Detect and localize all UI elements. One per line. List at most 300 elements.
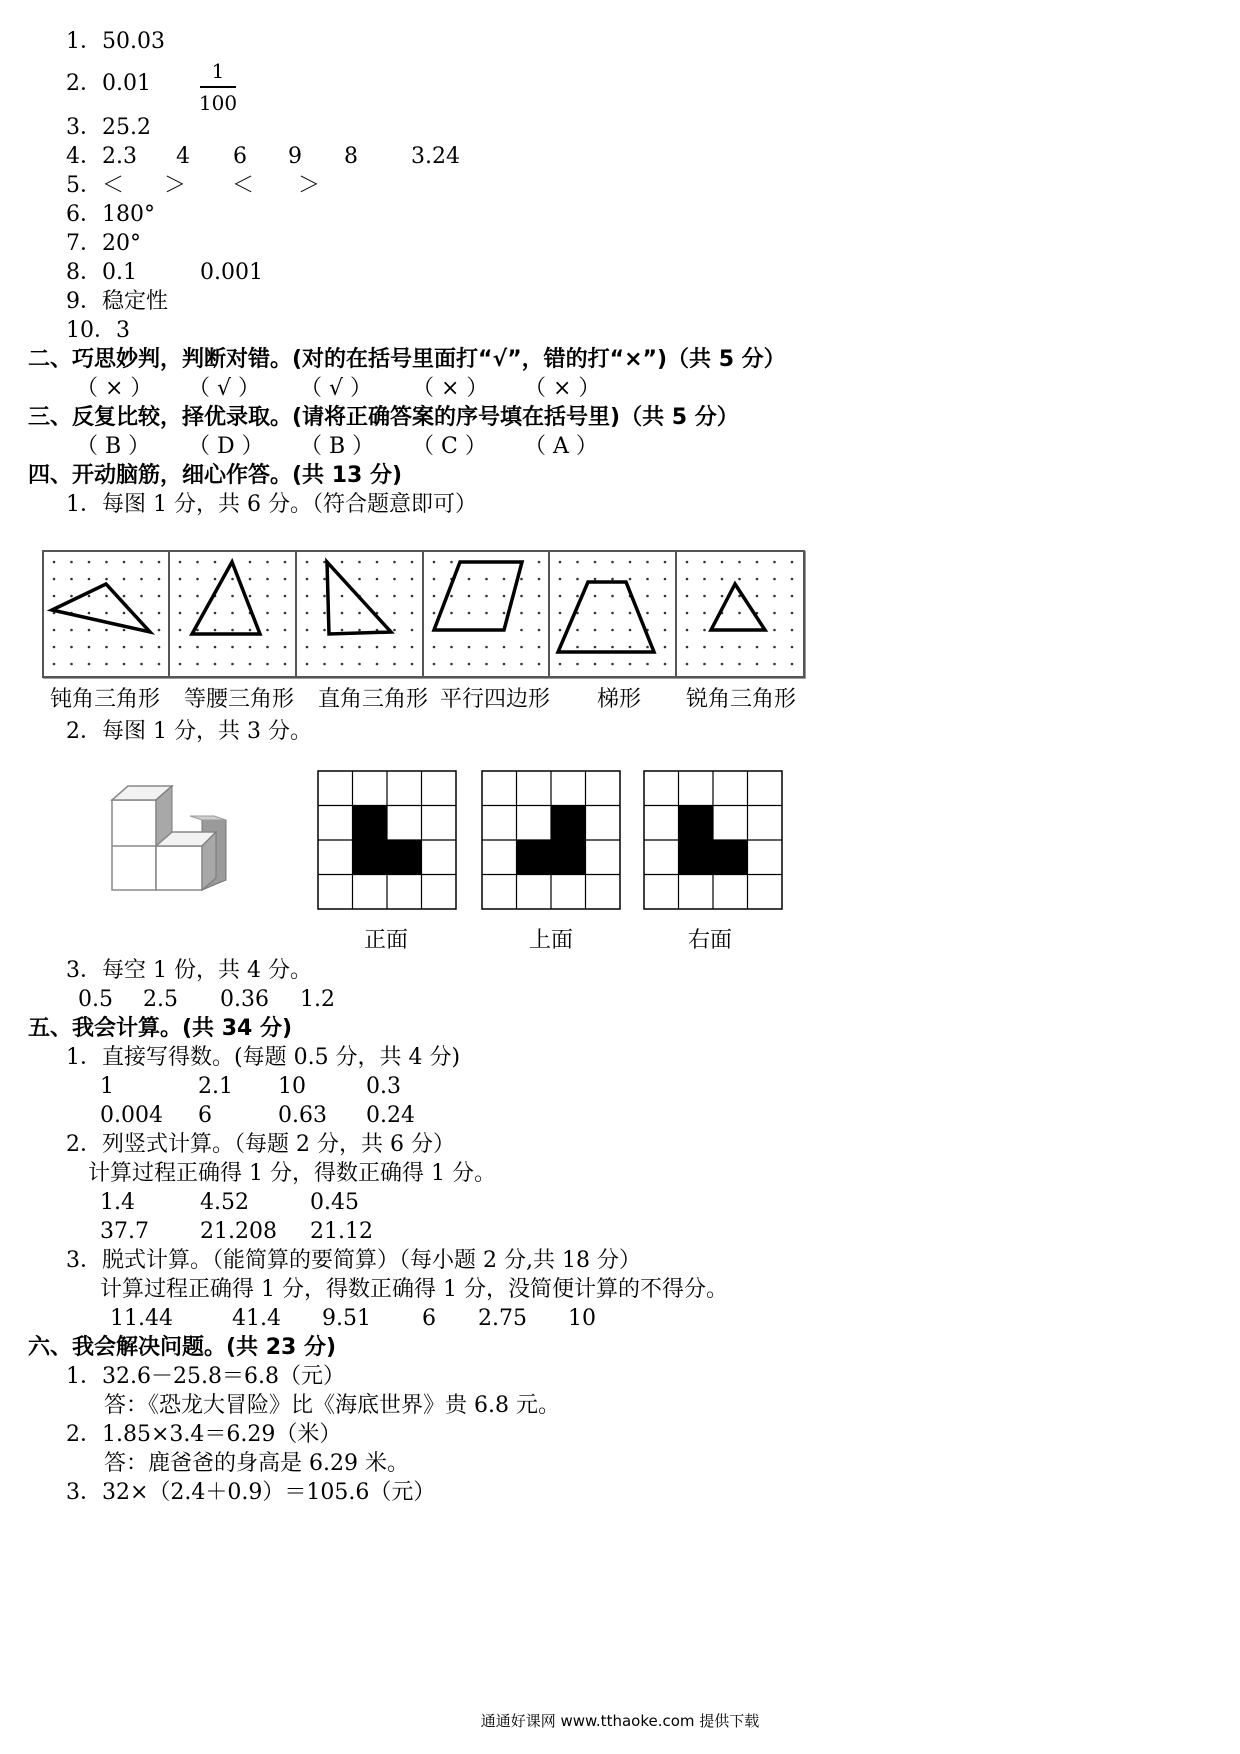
step-answer-3: 9.51 (322, 1306, 371, 1331)
grid-dot (88, 561, 91, 564)
judge-answer-2: （ √ ） (188, 376, 261, 401)
grid-dot (576, 663, 579, 666)
trapezoid-grid (548, 550, 678, 678)
grid-dot (266, 646, 269, 649)
section-4-q3: 3．每空 1 份，共 4 分。 (66, 958, 312, 983)
problem-2-answer: 答：鹿爸爸的身高是 6.29 米。 (104, 1451, 409, 1476)
grid-dot (140, 578, 143, 581)
grid-dot (105, 629, 108, 632)
grid-dot (411, 578, 414, 581)
grid-dot (503, 663, 506, 666)
grid-dot (70, 578, 73, 581)
grid-dot (646, 595, 649, 598)
grid-dot (646, 578, 649, 581)
grid-dot (520, 663, 523, 666)
acute-triangle-figure (677, 552, 803, 676)
grid-dot (105, 663, 108, 666)
grid-dot (358, 612, 361, 615)
grid-dot (485, 595, 488, 598)
section-4-q1: 1．每图 1 分，共 6 分。（符合题意即可） (66, 492, 477, 517)
grid-dot (411, 612, 414, 615)
grid-dot (358, 663, 361, 666)
grid-dot (266, 612, 269, 615)
grid-dot (773, 578, 776, 581)
direct-answer-8: 0.24 (366, 1103, 415, 1128)
grid-dot (323, 612, 326, 615)
grid-dot (105, 646, 108, 649)
grid-dot (266, 595, 269, 598)
grid-dot (393, 663, 396, 666)
grid-dot (214, 629, 217, 632)
grid-dot (433, 646, 436, 649)
grid-dot (594, 612, 597, 615)
grid-dot (231, 646, 234, 649)
grid-dot (468, 595, 471, 598)
grid-dot (284, 646, 287, 649)
isosceles-triangle-grid (168, 550, 298, 678)
grid-dot (594, 595, 597, 598)
grid-dot (231, 629, 234, 632)
vertical-answer-3: 0.45 (310, 1190, 359, 1215)
problem-3-equation: 3．32×（2.4＋0.9）＝105.6（元） (66, 1480, 436, 1505)
vertical-answer-6: 21.12 (310, 1219, 373, 1244)
grid-dot (594, 663, 597, 666)
grid-dot (53, 629, 56, 632)
grid-dot (88, 646, 91, 649)
answer-4-f: 3.24 (411, 144, 460, 169)
grid-dot (538, 595, 541, 598)
grid-dot (393, 578, 396, 581)
grid-dot (123, 663, 126, 666)
problem-2-equation: 2．1.85×3.4＝6.29（米） (66, 1422, 342, 1447)
grid-dot (594, 646, 597, 649)
judge-answer-5: （ × ） (524, 376, 601, 401)
step-answer-2: 41.4 (232, 1306, 281, 1331)
grid-dot (756, 663, 759, 666)
grid-dot (158, 578, 161, 581)
grid-dot (323, 663, 326, 666)
grid-dot (196, 578, 199, 581)
grid-dot (123, 561, 126, 564)
grid-dot (433, 578, 436, 581)
grid-dot (503, 578, 506, 581)
grid-dot (791, 629, 794, 632)
grid-dot (538, 663, 541, 666)
grid-dot (196, 663, 199, 666)
q3-answer-4: 1.2 (300, 987, 335, 1012)
grid-dot (503, 612, 506, 615)
grid-dot (158, 595, 161, 598)
grid-dot (88, 578, 91, 581)
answer-5-c: ＜ (232, 173, 255, 198)
grid-dot (646, 561, 649, 564)
q3-answer-3: 0.36 (220, 987, 269, 1012)
step-answer-1: 11.44 (110, 1306, 173, 1331)
grid-dot (231, 663, 234, 666)
grid-dot (376, 578, 379, 581)
grid-dot (105, 578, 108, 581)
grid-dot (358, 561, 361, 564)
grid-dot (231, 578, 234, 581)
front-view-grid (317, 770, 457, 910)
answer-2: 2．0.01 (66, 71, 151, 96)
grid-dot (196, 646, 199, 649)
grid-dot (306, 646, 309, 649)
grid-dot (791, 561, 794, 564)
grid-dot (686, 561, 689, 564)
direct-answer-2: 2.1 (198, 1074, 233, 1099)
grid-dot (791, 646, 794, 649)
choice-answer-1: （ B ） (76, 434, 151, 459)
grid-dot (721, 646, 724, 649)
grid-dot (485, 646, 488, 649)
grid-dot (70, 663, 73, 666)
direct-answer-6: 6 (198, 1103, 212, 1128)
grid-dot (70, 561, 73, 564)
grid-dot (70, 646, 73, 649)
grid-dot (686, 663, 689, 666)
choice-answer-5: （ A ） (524, 434, 598, 459)
grid-dot (538, 578, 541, 581)
grid-dot (179, 578, 182, 581)
grid-dot (358, 578, 361, 581)
grid-dot (594, 629, 597, 632)
shape-label-right: 直角三角形 (317, 687, 428, 712)
grid-dot (179, 612, 182, 615)
right-triangle-figure (297, 552, 423, 676)
grid-dot (411, 629, 414, 632)
grid-dot (411, 595, 414, 598)
grid-dot (738, 578, 741, 581)
shape-label-obtuse: 钝角三角形 (49, 687, 160, 712)
grid-dot (721, 663, 724, 666)
grid-dot (520, 578, 523, 581)
choice-answer-3: （ B ） (300, 434, 375, 459)
grid-dot (611, 561, 614, 564)
answer-6: 6．180° (66, 202, 155, 227)
grid-dot (611, 612, 614, 615)
grid-dot (703, 663, 706, 666)
grid-dot (179, 561, 182, 564)
grid-dot (158, 663, 161, 666)
page-footer: 通通好课网 www.tthaoke.com 提供下载 (480, 1712, 760, 1730)
shape-label-isosceles: 等腰三角形 (183, 687, 294, 712)
answer-4-c: 6 (233, 144, 247, 169)
step-answer-4: 6 (422, 1306, 436, 1331)
shape-label-parallelogram: 平行四边形 (439, 687, 550, 712)
grid-dot (179, 629, 182, 632)
grid-dot (703, 595, 706, 598)
grid-dot (411, 561, 414, 564)
obtuse-triangle-grid (42, 550, 172, 678)
grid-dot (520, 646, 523, 649)
grid-dot (196, 595, 199, 598)
grid-dot (503, 646, 506, 649)
q3-answer-2: 2.5 (143, 987, 178, 1012)
grid-dot (284, 663, 287, 666)
section-5-q1: 1．直接写得数。(每题 0.5 分，共 4 分) (66, 1045, 461, 1070)
grid-dot (703, 646, 706, 649)
grid-dot (433, 595, 436, 598)
grid-dot (376, 646, 379, 649)
grid-dot (686, 646, 689, 649)
grid-dot (646, 612, 649, 615)
grid-dot (53, 578, 56, 581)
step-answer-5: 2.75 (478, 1306, 527, 1331)
grid-dot (559, 663, 562, 666)
grid-dot (249, 663, 252, 666)
grid-dot (179, 663, 182, 666)
grid-dot (214, 663, 217, 666)
fraction-denominator: 100 (198, 91, 238, 115)
grid-dot (123, 578, 126, 581)
grid-dot (756, 578, 759, 581)
grid-dot (703, 629, 706, 632)
section-5-q3-note: 计算过程正确得 1 分，得数正确得 1 分，没简便计算的不得分。 (100, 1277, 728, 1302)
step-answer-6: 10 (568, 1306, 596, 1331)
grid-dot (393, 629, 396, 632)
grid-dot (538, 646, 541, 649)
grid-dot (629, 612, 632, 615)
grid-dot (576, 629, 579, 632)
grid-dot (358, 646, 361, 649)
grid-dot (646, 646, 649, 649)
grid-dot (520, 629, 523, 632)
grid-dot (664, 595, 667, 598)
grid-dot (323, 629, 326, 632)
grid-dot (306, 629, 309, 632)
view-label-top: 上面 (528, 928, 573, 953)
grid-dot (738, 646, 741, 649)
grid-dot (158, 561, 161, 564)
grid-dot (231, 612, 234, 615)
grid-dot (773, 646, 776, 649)
grid-dot (538, 561, 541, 564)
grid-dot (559, 561, 562, 564)
vertical-answer-1: 1.4 (100, 1190, 135, 1215)
grid-dot (140, 595, 143, 598)
section-5-q2-note: 计算过程正确得 1 分，得数正确得 1 分。 (88, 1161, 496, 1186)
grid-dot (664, 612, 667, 615)
grid-dot (721, 578, 724, 581)
vertical-answer-5: 21.208 (200, 1219, 277, 1244)
grid-dot (88, 595, 91, 598)
grid-dot (158, 629, 161, 632)
grid-dot (266, 578, 269, 581)
grid-dot (123, 646, 126, 649)
direct-answer-4: 0.3 (366, 1074, 401, 1099)
vertical-answer-2: 4.52 (200, 1190, 249, 1215)
grid-dot (520, 612, 523, 615)
grid-dot (266, 561, 269, 564)
grid-dot (158, 612, 161, 615)
grid-dot (123, 629, 126, 632)
problem-1-answer: 答：《恐龙大冒险》比《海底世界》贵 6.8 元。 (104, 1393, 560, 1418)
grid-dot (686, 612, 689, 615)
grid-dot (323, 578, 326, 581)
grid-dot (791, 578, 794, 581)
grid-dot (393, 595, 396, 598)
grid-dot (576, 646, 579, 649)
grid-dot (791, 612, 794, 615)
answer-10: 10．3 (66, 318, 130, 343)
section-6-heading: 六、我会解决问题。(共 23 分) (28, 1335, 337, 1360)
grid-dot (196, 612, 199, 615)
grid-dot (140, 646, 143, 649)
section-2-heading: 二、巧思妙判，判断对错。(对的在括号里面打“√”，错的打“×”)（共 5 分） (28, 347, 786, 372)
grid-dot (284, 561, 287, 564)
answer-3: 3．25.2 (66, 115, 151, 140)
grid-dot (664, 578, 667, 581)
grid-dot (686, 578, 689, 581)
grid-dot (538, 612, 541, 615)
grid-dot (231, 595, 234, 598)
grid-dot (576, 595, 579, 598)
grid-dot (611, 663, 614, 666)
answer-8-a: 8．0.1 (66, 260, 137, 285)
grid-dot (629, 663, 632, 666)
grid-dot (358, 629, 361, 632)
direct-answer-1: 1 (100, 1074, 114, 1099)
grid-dot (594, 561, 597, 564)
grid-dot (249, 561, 252, 564)
grid-dot (468, 663, 471, 666)
grid-dot (323, 595, 326, 598)
grid-dot (468, 578, 471, 581)
judge-answer-3: （ √ ） (300, 376, 373, 401)
grid-dot (53, 595, 56, 598)
grid-dot (266, 663, 269, 666)
grid-dot (105, 612, 108, 615)
grid-dot (70, 595, 73, 598)
shape-label-trapezoid: 梯形 (596, 687, 641, 712)
grid-dot (703, 612, 706, 615)
grid-dot (703, 561, 706, 564)
grid-dot (773, 612, 776, 615)
grid-dot (306, 595, 309, 598)
section-3-heading: 三、反复比较，择优录取。(请将正确答案的序号填在括号里)（共 5 分） (28, 405, 739, 430)
grid-dot (53, 663, 56, 666)
answer-4-b: 4 (176, 144, 190, 169)
answer-4-a: 4．2.3 (66, 144, 137, 169)
parallelogram-figure (424, 552, 550, 676)
grid-dot (721, 595, 724, 598)
view-label-front: 正面 (363, 928, 408, 953)
grid-dot (323, 646, 326, 649)
section-5-heading: 五、我会计算。(共 34 分) (28, 1016, 293, 1041)
grid-dot (70, 629, 73, 632)
cube-stack-figure (106, 782, 236, 894)
grid-dot (433, 561, 436, 564)
grid-dot (773, 629, 776, 632)
grid-dot (629, 561, 632, 564)
direct-answer-7: 0.63 (278, 1103, 327, 1128)
grid-dot (196, 561, 199, 564)
grid-dot (306, 663, 309, 666)
grid-dot (433, 612, 436, 615)
grid-dot (433, 663, 436, 666)
grid-dot (629, 578, 632, 581)
grid-dot (773, 595, 776, 598)
grid-dot (450, 561, 453, 564)
grid-dot (284, 629, 287, 632)
answer-5-a: 5．＜ (66, 173, 124, 198)
grid-dot (249, 646, 252, 649)
grid-dot (376, 561, 379, 564)
grid-dot (738, 561, 741, 564)
answer-4-d: 9 (288, 144, 302, 169)
answer-8-b: 0.001 (200, 260, 263, 285)
section-4-heading: 四、开动脑筋，细心作答。(共 13 分) (28, 463, 403, 488)
grid-dot (450, 612, 453, 615)
grid-dot (88, 663, 91, 666)
answer-1: 1．50.03 (66, 29, 165, 54)
view-label-right: 右面 (687, 928, 732, 953)
grid-dot (611, 646, 614, 649)
grid-dot (664, 561, 667, 564)
q3-answer-1: 0.5 (78, 987, 113, 1012)
grid-dot (468, 612, 471, 615)
grid-dot (284, 612, 287, 615)
grid-dot (485, 578, 488, 581)
grid-dot (611, 578, 614, 581)
grid-dot (756, 646, 759, 649)
grid-dot (179, 595, 182, 598)
grid-dot (249, 629, 252, 632)
grid-dot (341, 663, 344, 666)
grid-dot (123, 595, 126, 598)
grid-dot (559, 595, 562, 598)
grid-dot (756, 595, 759, 598)
grid-dot (341, 646, 344, 649)
grid-dot (485, 663, 488, 666)
grid-dot (88, 629, 91, 632)
section-5-q2: 2．列竖式计算。（每题 2 分，共 6 分） (66, 1132, 455, 1157)
grid-dot (284, 578, 287, 581)
grid-dot (664, 646, 667, 649)
grid-dot (611, 595, 614, 598)
grid-dot (576, 578, 579, 581)
trapezoid-figure (550, 552, 676, 676)
grid-dot (559, 578, 562, 581)
fraction-bar (200, 86, 236, 88)
direct-answer-5: 0.004 (100, 1103, 163, 1128)
parallelogram-grid (422, 550, 552, 678)
answer-5-b: ＞ (164, 173, 187, 198)
grid-dot (105, 561, 108, 564)
grid-dot (53, 561, 56, 564)
section-4-q2: 2．每图 1 分，共 3 分。 (66, 719, 312, 744)
grid-dot (393, 612, 396, 615)
grid-dot (450, 646, 453, 649)
grid-dot (520, 595, 523, 598)
grid-dot (411, 663, 414, 666)
grid-dot (611, 629, 614, 632)
judge-answer-1: （ × ） (76, 376, 153, 401)
grid-dot (450, 663, 453, 666)
choice-answer-2: （ D ） (188, 434, 264, 459)
grid-dot (538, 629, 541, 632)
grid-dot (646, 663, 649, 666)
grid-dot (773, 663, 776, 666)
shape-label-acute: 锐角三角形 (685, 687, 796, 712)
grid-dot (738, 663, 741, 666)
grid-dot (791, 663, 794, 666)
grid-dot (576, 561, 579, 564)
isosceles-triangle-figure (170, 552, 296, 676)
fraction-numerator: 1 (211, 59, 225, 83)
fraction-one-hundredth (196, 58, 240, 116)
